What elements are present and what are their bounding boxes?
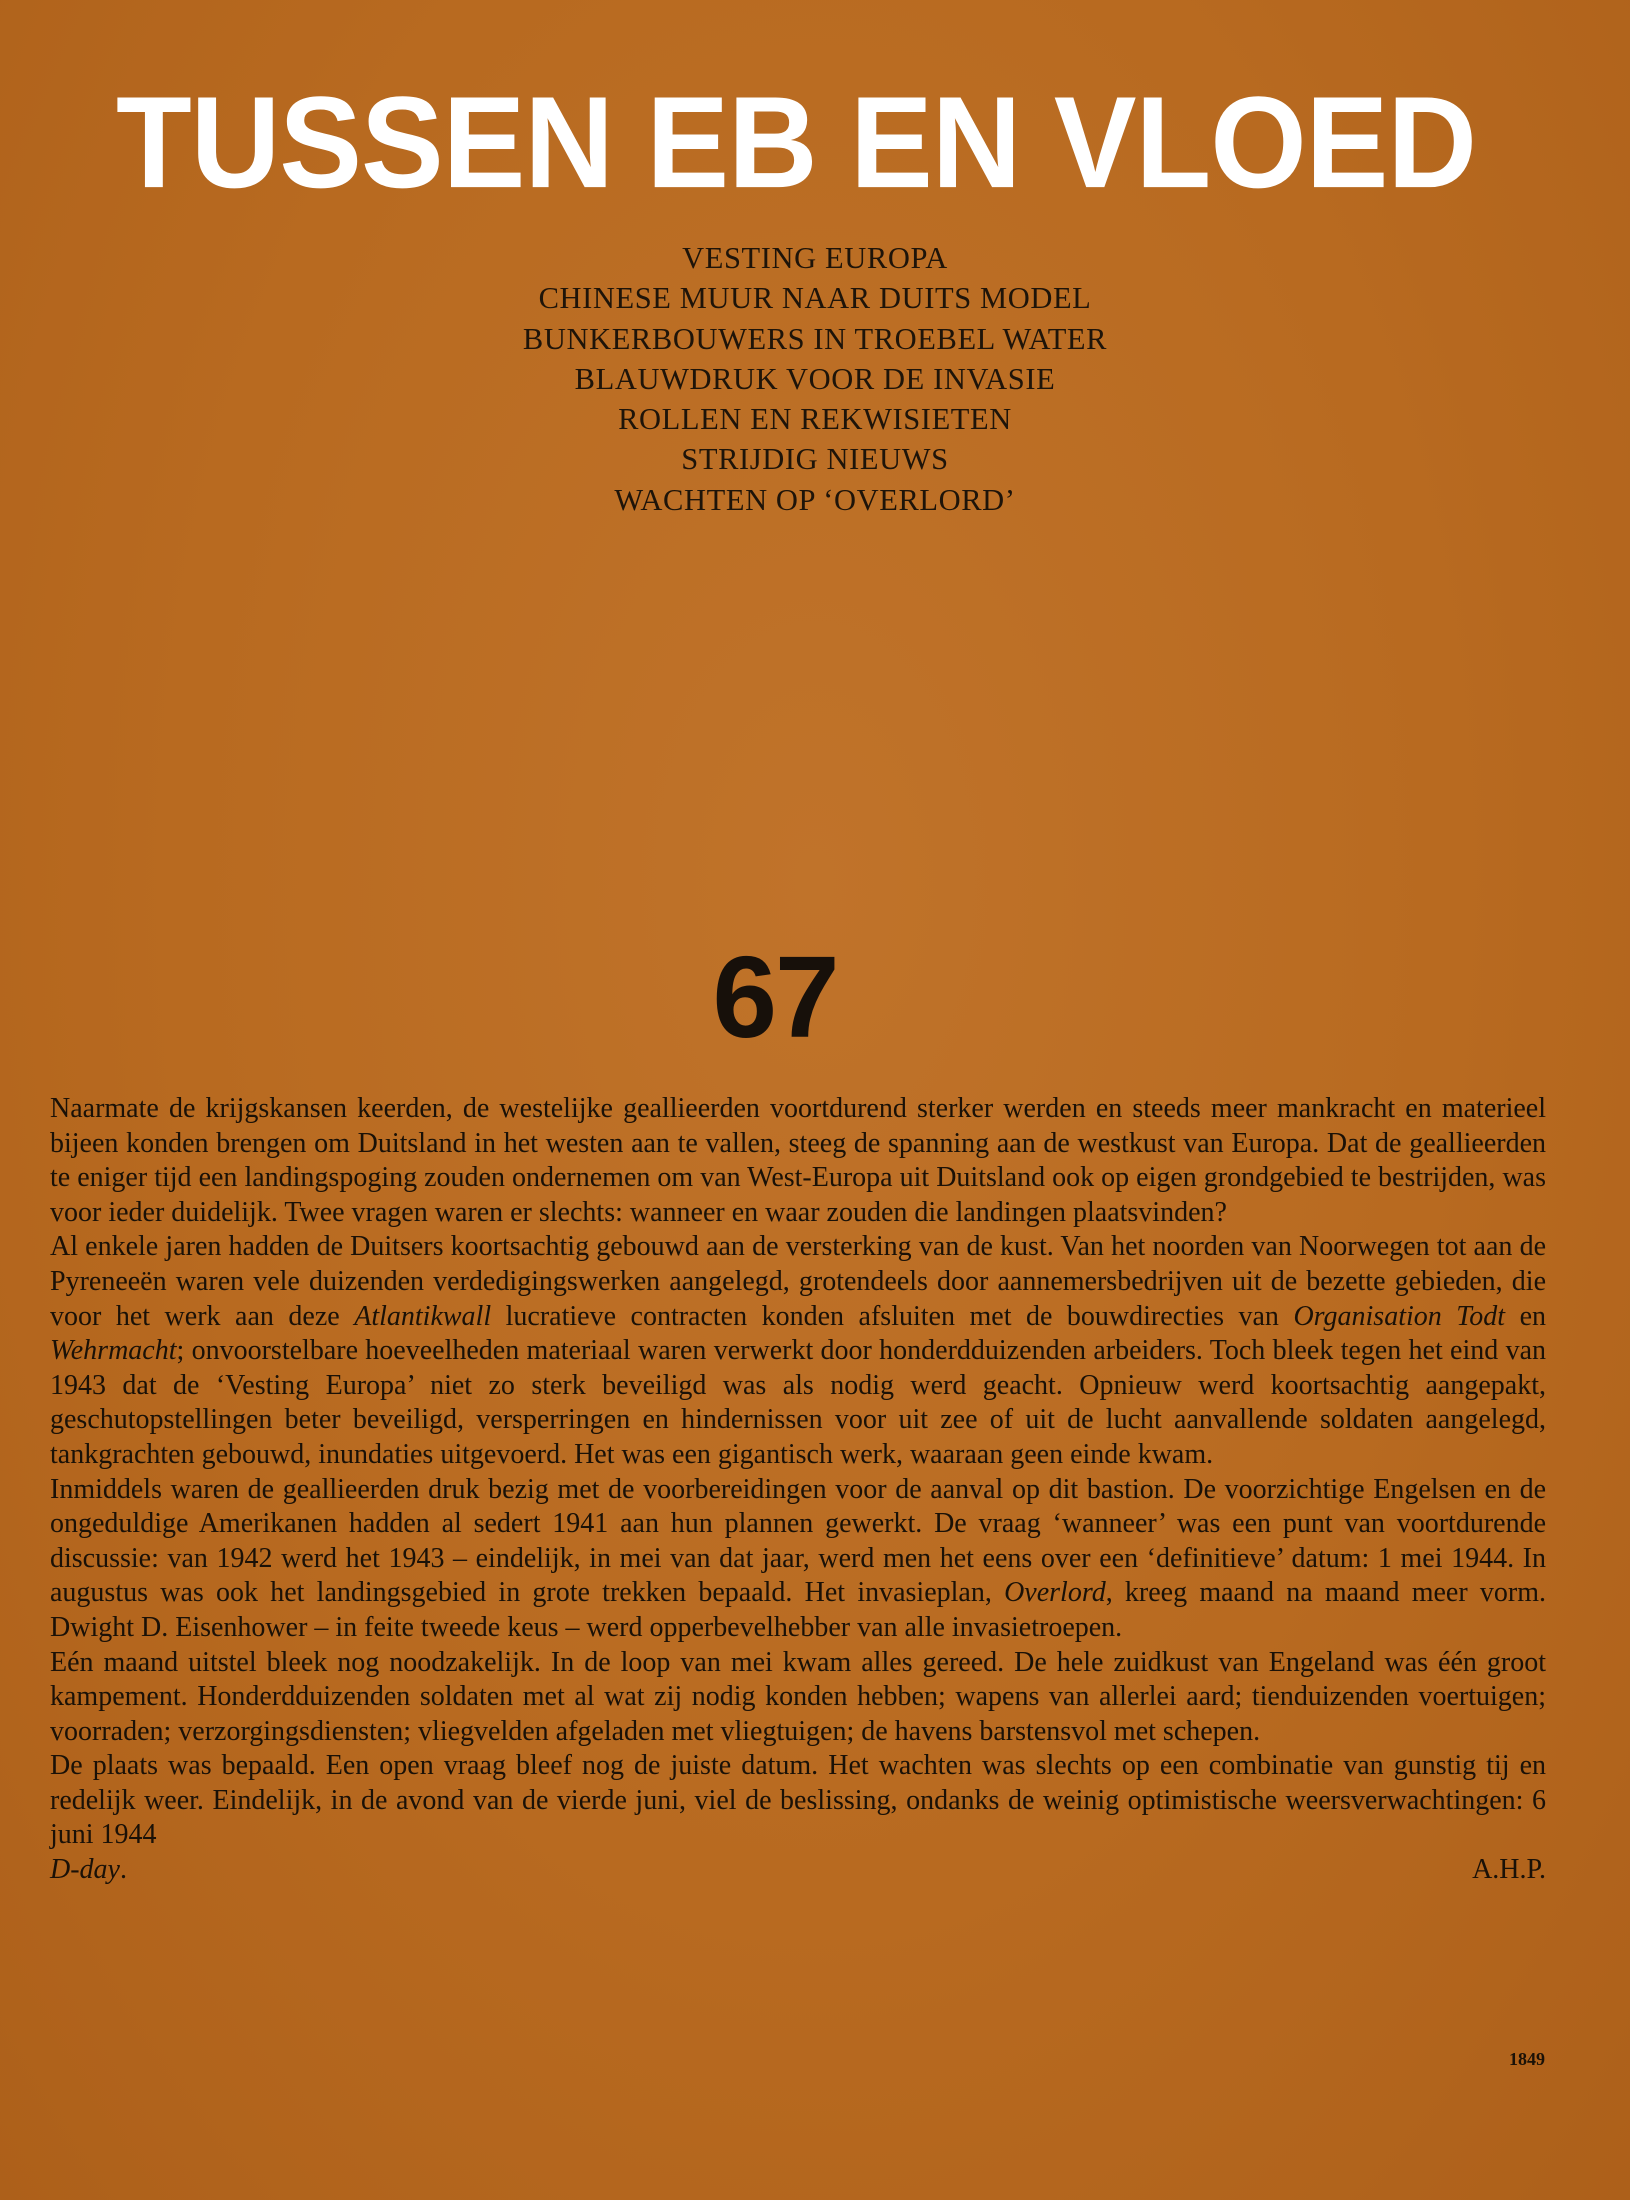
- contents-list: [415, 238, 1215, 520]
- intro-paragraph: [50, 1473, 1546, 1646]
- contents-item: BLAUWDRUK VOOR DE INVASIE: [574, 361, 1056, 396]
- intro-text: ; onvoorstelbare hoeveelheden materiaal waren verwerkt door honderdduizenden arbeiders. Toch bleek tegen het eind van 1943 dat de ‘Vesting Europa’ niet zo sterk beveiligd was als nodig werd geacht. Opnieuw werd koortsachtig aangepakt, geschutopstellingen beter beveiligd, versperringen en hindernissen voor uit zee of uit de lucht aanvallende soldaten aangelegd, tankgrachten gebouwd, inundaties uitgevoerd. Het was een gigantisch werk, waaraan geen einde kwam.: [50, 1335, 1546, 1470]
- intro-emphasis: Atlantikwall: [354, 1300, 492, 1332]
- intro-emphasis: Overlord: [1004, 1577, 1106, 1609]
- intro-text: .: [119, 1854, 127, 1886]
- author-signature: A.H.P.: [1472, 1854, 1546, 1886]
- intro-text: lucratieve contracten konden afsluiten met de bouwdirecties van: [505, 1300, 1279, 1332]
- contents-item: CHINESE MUUR NAAR DUITS MODEL: [538, 281, 1092, 316]
- contents-item: ROLLEN EN REKWISIETEN: [618, 402, 1012, 437]
- introduction-text: [50, 1092, 1546, 1888]
- intro-paragraph: [50, 1749, 1546, 1853]
- contents-item: BUNKERBOUWERS IN TROEBEL WATER: [522, 321, 1108, 356]
- closing-line: [50, 1853, 1546, 1888]
- intro-paragraph: [50, 1092, 1546, 1230]
- intro-text: Naarmate de krijgskansen keerden, de westelijke geallieerden voortdurend sterker werden en steeds meer mankracht en materieel bijeen konden brengen om Duitsland in het westen aan te vallen, steeg de spanning aan de westkust van Europa. Dat de geallieerden te eniger tijd een landingspoging zouden ondernemen om van West-Europa uit Duitsland ook op eigen grondgebied te bestrijden, was voor ieder duidelijk. Twee vragen waren er slechts: wanneer en waar zouden die landingen plaatsvinden?: [50, 1093, 1546, 1228]
- intro-emphasis: Organisation Todt: [1293, 1300, 1506, 1332]
- intro-text: , kreeg maand na maand meer vorm. Dwight D. Eisenhower – in feite tweede keus – werd opperbevelhebber van alle invasietroepen.: [50, 1577, 1547, 1643]
- issue-number: 67: [712, 932, 838, 1062]
- intro-paragraph: [50, 1230, 1546, 1472]
- intro-text: Al enkele jaren hadden de Duitsers koortsachtig gebouwd aan de versterking van de kust. Van het noorden van Noorwegen tot aan de Pyreneeën waren vele duizenden verdedigingswerken aangelegd, grotendeels door aannemersbedrijven uit de bezette gebieden, die voor het werk aan deze: [50, 1231, 1546, 1332]
- closing-text: [50, 1853, 127, 1888]
- contents-item: WACHTEN OP ‘OVERLORD’: [614, 482, 1016, 517]
- page-number: 1849: [1509, 2049, 1545, 2069]
- intro-text: Eén maand uitstel bleek nog noodzakelijk. In de loop van mei kwam alles gereed. De hele zuidkust van Engeland was één groot kampement. Honderdduizenden soldaten met al wat zij nodig konden hebben; wapens van allerlei aard; tienduizenden voertuigen; voorraden; verzorgingsdiensten; vliegvelden afgeladen met vliegtuigen; de havens barstensvol met schepen.: [50, 1646, 1546, 1747]
- intro-text: Inmiddels waren de geallieerden druk bezig met de voorbereidingen voor de aanval op dit bastion. De voorzichtige Engelsen en de ongeduldige Amerikanen hadden al sedert 1941 aan hun plannen gewerkt. De vraag ‘wanneer’ was een punt van voortdurende discussie: van 1942 werd het 1943 – eindelijk, in mei van dat jaar, werd men het eens over een ‘definitieve’ datum: 1 mei 1944. In augustus was ook het landingsgebied in grote trekken bepaald. Het invasieplan,: [50, 1473, 1546, 1609]
- masthead-title: TUSSEN EB EN VLOED: [116, 70, 1476, 216]
- intro-emphasis: Wehrmacht: [50, 1335, 177, 1367]
- intro-paragraph: [50, 1646, 1546, 1750]
- intro-emphasis: D-day: [50, 1854, 120, 1886]
- contents-item: STRIJDIG NIEUWS: [681, 442, 949, 477]
- intro-text: De plaats was bepaald. Een open vraag bleef nog de juiste datum. Het wachten was slechts op een combinatie van gunstig tij en redelijk weer. Eindelijk, in de avond van de vierde juni, viel de beslissing, ondanks de weinig optimistische weersverwachtingen: 6 juni 1944: [50, 1750, 1546, 1851]
- intro-text: en: [1519, 1300, 1547, 1332]
- contents-item: VESTING EUROPA: [682, 241, 948, 275]
